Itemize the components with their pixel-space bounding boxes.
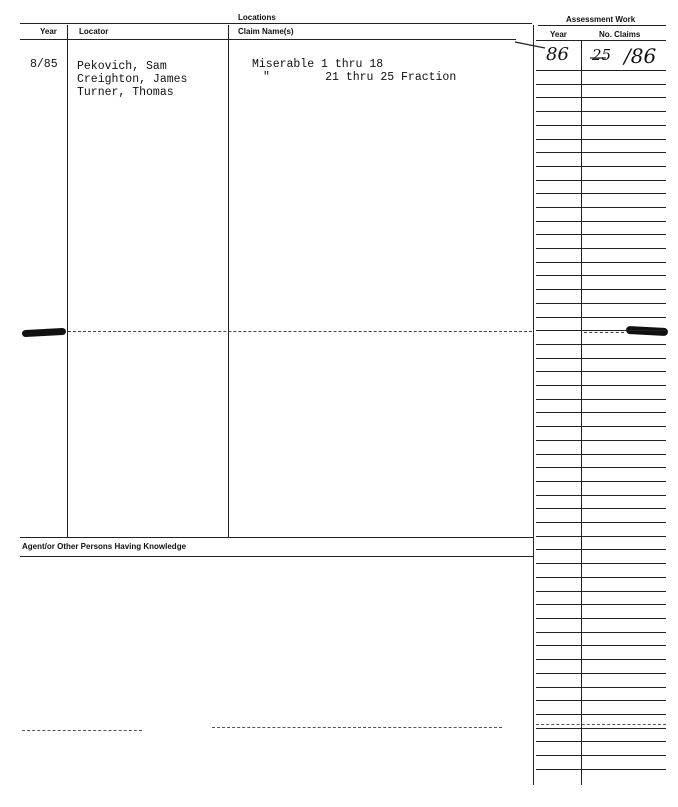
aw-ruled-line (536, 700, 666, 701)
aw-claims-handwritten: 25 (592, 46, 612, 64)
aw-ruled-line (536, 440, 666, 441)
aw-claims-mark-handwritten: /86 (624, 44, 657, 68)
aw-ruled-line (536, 659, 666, 660)
col-locator-header: Locator (79, 27, 109, 36)
col-year-header: Year (40, 27, 57, 36)
aw-ruled-line (536, 728, 666, 729)
aw-ruled-line (536, 193, 666, 194)
col-divider-main (533, 25, 534, 785)
agent-dashed-line-1 (22, 730, 142, 731)
col-divider-year (67, 25, 68, 537)
agent-dashed-line-2 (212, 727, 502, 728)
aw-ruled-line (536, 84, 666, 85)
aw-ruled-line (536, 426, 666, 427)
aw-ruled-line (536, 152, 666, 153)
claim-name-1: Miserable 1 thru 18 (252, 58, 384, 71)
aw-ruled-line (536, 454, 666, 455)
aw-ruled-line (536, 467, 666, 468)
section-dashed-separator (68, 331, 532, 332)
locator-name-3: Turner, Thomas (77, 86, 174, 99)
aw-ruled-line (536, 125, 666, 126)
aw-ruled-line (536, 111, 666, 112)
aw-ruled-line (536, 563, 666, 564)
right-blackout-mark (626, 326, 668, 336)
agent-dashed-line-3 (536, 724, 666, 725)
aw-ruled-line (536, 262, 666, 263)
left-blackout-mark (22, 328, 66, 337)
aw-ruled-line (536, 166, 666, 167)
aw-ruled-line (536, 303, 666, 304)
aw-ruled-line (536, 522, 666, 523)
aw-ruled-line (536, 221, 666, 222)
aw-ruled-line (536, 769, 666, 770)
aw-ruled-line (536, 139, 666, 140)
aw-ruled-line (536, 371, 666, 372)
aw-ruled-line (536, 755, 666, 756)
locator-name-2: Creighton, James (77, 73, 188, 86)
record-year: 8/85 (30, 58, 58, 71)
aw-ruled-line (536, 70, 666, 71)
aw-ruled-line (536, 687, 666, 688)
aw-dashed-separator (584, 332, 624, 333)
aw-ruled-line (536, 481, 666, 482)
aw-ruled-line (536, 207, 666, 208)
aw-ruled-line (536, 673, 666, 674)
aw-year-handwritten: 86 (546, 44, 569, 65)
aw-ruled-line (536, 275, 666, 276)
agent-section-label: Agent/or Other Persons Having Knowledge (22, 542, 187, 551)
aw-ruled-line (536, 248, 666, 249)
aw-ruled-line (536, 618, 666, 619)
locations-header: Locations (238, 13, 276, 22)
aw-ruled-line (536, 344, 666, 345)
aw-ruled-line (536, 358, 666, 359)
aw-ruled-line (536, 577, 666, 578)
column-header-rule (20, 39, 516, 40)
col-aw-claims-header: No. Claims (599, 30, 641, 39)
aw-ruled-line (536, 289, 666, 290)
agent-section-label-rule (20, 556, 533, 557)
aw-ruled-line (536, 645, 666, 646)
aw-ruled-line (536, 399, 666, 400)
aw-ruled-line (536, 412, 666, 413)
aw-ruled-line (536, 330, 666, 331)
claim-name-2: " 21 thru 25 Fraction (263, 71, 457, 84)
aw-ruled-line (536, 495, 666, 496)
aw-ruled-line (536, 180, 666, 181)
aw-ruled-line (536, 604, 666, 605)
assessment-header-rule (538, 25, 666, 26)
col-claim-names-header: Claim Name(s) (238, 27, 294, 36)
aw-ruled-line (536, 714, 666, 715)
aw-ruled-line (536, 591, 666, 592)
aw-ruled-line (536, 536, 666, 537)
aw-ruled-line (536, 741, 666, 742)
locations-header-rule (20, 23, 532, 24)
aw-ruled-line (536, 632, 666, 633)
assessment-work-header: Assessment Work (566, 15, 636, 24)
col-aw-year-header: Year (550, 30, 567, 39)
aw-ruled-line (536, 549, 666, 550)
aw-ruled-line (536, 317, 666, 318)
aw-ruled-line (536, 234, 666, 235)
agent-section-top-rule (20, 537, 533, 538)
col-divider-locator (228, 25, 229, 537)
aw-ruled-line (536, 508, 666, 509)
locator-name-1: Pekovich, Sam (77, 60, 167, 73)
aw-ruled-line (536, 97, 666, 98)
aw-ruled-line (536, 385, 666, 386)
